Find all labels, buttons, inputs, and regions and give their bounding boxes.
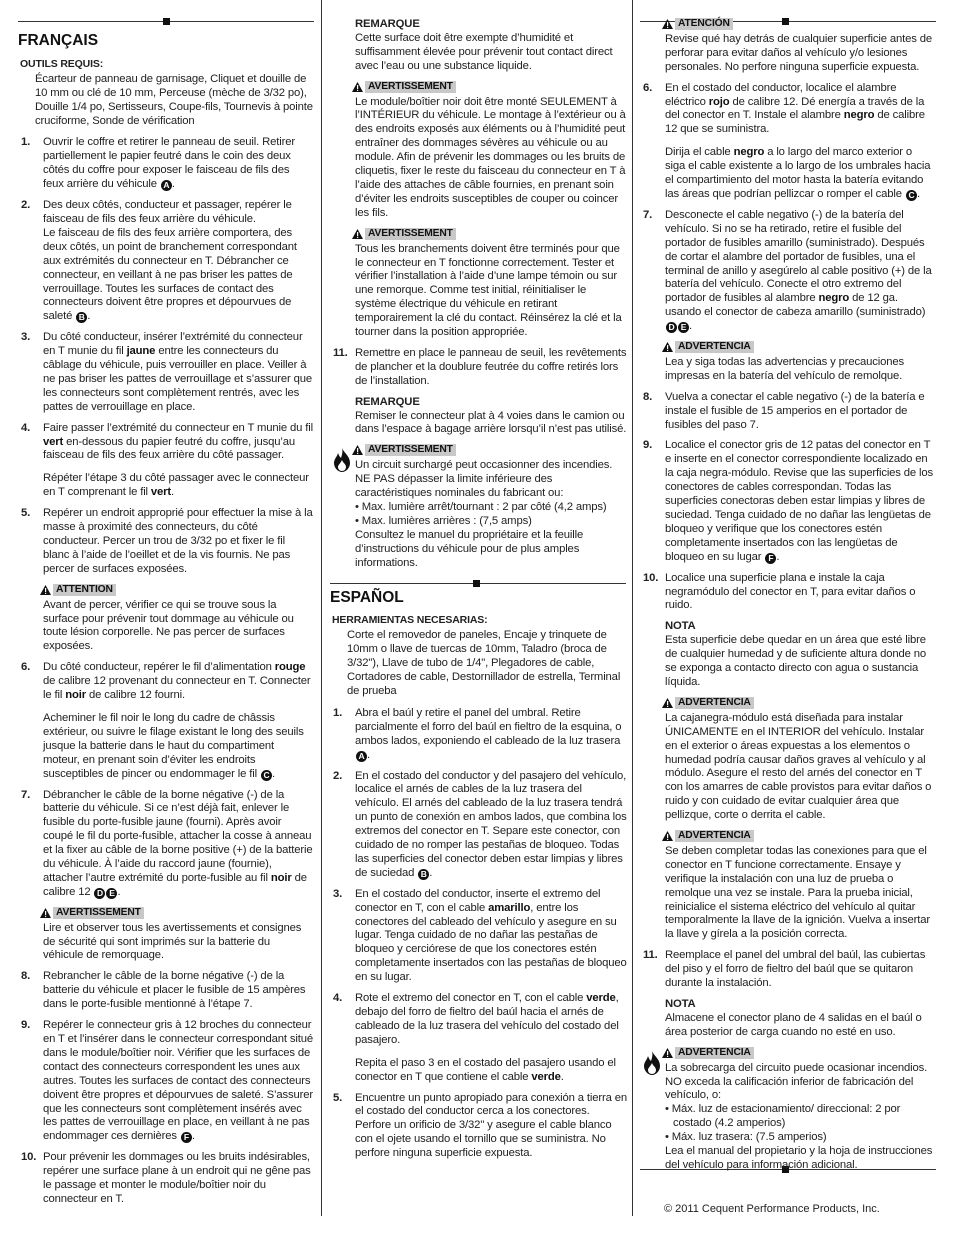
step-7: 7. Débrancher le câble de la borne négative (-) de la batterie du véhicule. Si ce n’est déjà fait, enlever le fusible du porte-fusible jaune (fourni). Après avoir coupé le fil du porte-fusible, attacher la cosse à anneau et la fixer au câble de la borne positive (+) de la batterie du véhicule. À l’aide du raccord jaune (fournie), attacher l’autre extrémité du porte-fusible au fil noir de calibre 12 D E . bbox=[21, 788, 313, 898]
note-text: Esta superficie debe quedar en un área que esté libre de cualquier humedad y de suficiente altura donde no se exponga a contacto directo con agua o sustancia líquida. bbox=[665, 634, 927, 688]
step-text: Des deux côtés, conducteur et passager, repérer le faisceau de fils des feux arrière du véhicule. bbox=[43, 199, 292, 225]
step-text: de calibre 12. Dé energía a través de la del conector en T. Instale el alambre bbox=[665, 95, 925, 122]
attention-label: ATTENTION bbox=[53, 584, 116, 596]
warning-bullet: • Máx. luz de estacionamiento/ direccional: 2 por costado (4.2 amperios) bbox=[665, 1103, 901, 1130]
warning-text: Un circuit surchargé peut occasionner des incendies. NE PAS dépasser la limite inférieure des caractéristiques nominales du fabricant ou: bbox=[355, 459, 613, 500]
step-text: Remettre en place le panneau de seuil, les revêtements de plancher et la doublure feutrée du coffre retirés lors de l’installation. bbox=[355, 346, 627, 387]
figure-a-marker: A bbox=[161, 180, 172, 191]
copyright: © 2011 Cequent Performance Products, Inc. bbox=[664, 1203, 880, 1215]
wire-color: noir bbox=[270, 871, 292, 884]
warning-triangle-icon bbox=[662, 1048, 673, 1058]
step-4: 4. Faire passer l’extrémité du connecteur en T munie du fil vert en-dessous du papier feutré du coffre, jusqu’au faisceau de fils des feux arrière du côté passager. Répéter l’étape 3 du côté passager avec le connecteur en T comprenant le fil vert. bbox=[21, 421, 313, 499]
step-number: 6. bbox=[21, 661, 31, 674]
warning-text: Le module/boîtier noir doit être monté SEULEMENT à l’INTÉRIEUR du véhicule. Le montage à l’extérieur ou à des endroits exposés aux éléments ou à l’humidité peut entraîner des dommages sévères au véhicule ou au module. Afin de prévenir les dommages ou les bruits de cliquetis, fixer le reste du faisceau du connecteur en T à l’aide des attaches de câble fournies, en prenant soin d’éviter les endroits susceptibles de couper ou coincer les fils. bbox=[355, 95, 626, 219]
fire-icon bbox=[332, 448, 352, 472]
remark-box bbox=[330, 396, 628, 438]
warning-bullet: • Max. lumière arrêt/tournant : 2 par côté (4,2 amps) bbox=[355, 501, 607, 513]
step-number: 4. bbox=[21, 421, 31, 434]
step-number: 7. bbox=[643, 208, 653, 221]
step-7: 7. Desconecte el cable negativo (-) de la batería del vehículo. Si no se ha retirado, retire el fusible del portador de fusibles amarillo (suministrado). Después de cortar el alambre del portador de fusibles, una el terminal de anillo y asegúrelo al cable positivo (+) de la batería del vehículo. Conecte el otro extremo del portador de fusibles al alambre negro de 12 ga. usando el conector de cabeza amarillo (suministrado) D E . bbox=[643, 208, 932, 333]
step-1: 1. Abra el baúl y retire el panel del umbral. Retire parcialmente el forro del baúl en fieltro de la esquina, o ambos lados, exponiendo el cableado de la luz trasera A . bbox=[333, 706, 622, 761]
step-text: Vuelva a conectar el cable negativo (-) de la batería e instale el fusible de 15 amperios en el portador de fusibles del paso 7. bbox=[665, 390, 925, 431]
warning-text: Revise qué hay detrás de cualquier superficie antes de perforar para evitar daños al vehículo y/o lesiones personales. No perfore ninguna superficie expuesta. bbox=[665, 32, 932, 73]
warning-triangle-icon bbox=[352, 82, 363, 92]
warning-triangle-icon bbox=[662, 19, 673, 29]
warning-bullet: • Max. lumières arrières : (7,5 amps) bbox=[355, 514, 532, 527]
warning-triangle-icon bbox=[40, 585, 51, 595]
step-text: de calibre 12 bbox=[43, 871, 307, 898]
figure-c-marker: C bbox=[261, 770, 272, 781]
step-10 bbox=[18, 1151, 313, 1207]
step-number: 3. bbox=[21, 331, 31, 344]
step-number: 2. bbox=[21, 199, 31, 212]
note-box bbox=[640, 998, 935, 1040]
figure-b-marker: B bbox=[76, 312, 87, 323]
step-text: Desconecte el cable negativo (-) de la batería del vehículo. Si no se ha retirado, retire el fusible del portador de fusibles amarillo (suministrado). Después de cortar el alambre del portador de fusibles, una el terminal de anillo y asegúrelo al cable positivo (+) de la batería del vehículo. Conecte el otro extremo del portador de fusibles al alambre bbox=[665, 208, 932, 305]
warning-triangle-icon bbox=[352, 229, 363, 239]
step-text: Repita el paso 3 en el costado del pasajero usando el conector en T que contiene el cable bbox=[355, 1056, 616, 1083]
step-2: 2. En el costado del conductor y del pasajero del vehículo, localice el arnés de cables de la luz trasera del vehículo. El arnés del cableado de la luz trasera tendrá un punto de conexión en ambos lados, que combina los extremos del conector en T. Separe este conector, con cuidado de no romper las pestañas de bloqueo. Todas las superficies del conector deben estar limpias y libres de suciedad B . bbox=[333, 769, 627, 879]
step-text: de calibre 12 provenant du connecteur en T. Connecter le fil bbox=[43, 675, 311, 702]
step-text: Débrancher le câble de la borne négative (-) de la batterie du véhicule. Si ce n’est déjà fait, enlever le fusible du porte-fusible jaune (fourni). Après avoir coupé le fil du porte-fusible, attacher la cosse à anneau et la fixer au câble de la borne positive (+) de la batterie du véhicule. À l’aide du raccord jaune (fournie), attacher l’autre extrémité du porte-fusible au fil bbox=[43, 788, 313, 884]
step-text: Acheminer le fil noir le long du cadre de châssis extérieur, ou suivre le filage existant le long des seuils jusque la batterie dans le haut du compartiment moteur, en prenant soin d’éviter les endroits susceptibles de pincer ou endommager le fil bbox=[43, 711, 304, 780]
warning-triangle-icon bbox=[662, 342, 673, 352]
step-9: 9. Repérer le connecteur gris à 12 broches du connecteur en T et l’insérer dans le connecteur correspondant situé dans le module/boîtier noir. Vérifier que les surfaces de contact des connecteurs correspondent les unes aux autres. Toutes les surfaces de contact des connecteurs doivent être propres et dépourvues de saleté. S’assurer que les connecteurs sont complètement insérés avec les pattes de verrouillage en place, en veillant à ne pas endommager ces dernières F . bbox=[21, 1019, 314, 1143]
warning-text: Consultez le manuel du propriétaire et la feuille d’instructions du véhicule pour de plus amples informations. bbox=[355, 528, 584, 569]
step-text: Encuentre un punto apropiado para conexión a tierra en el costado del conductor cerca a los conectores. Perfore un orificio de 3/32" y asegure el cable blanco con el ojete usando el tornillo que se suministra. No perfore ninguna superficie expuesta. bbox=[355, 1091, 628, 1160]
step-number: 7. bbox=[21, 788, 31, 801]
warning-label: ADVERTENCIA bbox=[675, 341, 754, 353]
step-4: 4. Rote el extremo del conector en T, con el cable verde, debajo del forro de fieltro del baúl hacia el arnés de cableado de la luz trasera del vehículo del costado del pasajero. Repita el paso 3 en el costado del pasajero usando el conector en T que contiene el cable verde. bbox=[333, 992, 619, 1083]
step-text: Faire passer l’extrémité du connecteur en T munie du fil bbox=[43, 421, 313, 434]
step-8 bbox=[640, 391, 935, 433]
figure-e-marker: E bbox=[106, 888, 117, 899]
remark-box bbox=[330, 18, 628, 74]
spanish-heading: ESPAÑOL bbox=[330, 588, 404, 606]
remark-text: Remiser le connecteur plat à 4 voies dans le camion ou dans l’espace à bagage arrière lorsqu’il n’est pas utilisé. bbox=[355, 409, 627, 436]
step-3 bbox=[330, 888, 628, 985]
step-number: 1. bbox=[21, 136, 31, 149]
attention-box bbox=[640, 18, 935, 75]
step-number: 8. bbox=[643, 390, 653, 403]
figure-f-marker: F bbox=[765, 553, 776, 564]
step-text: de calibre 12 fourni. bbox=[88, 689, 186, 702]
step-text: En el costado del conductor, inserte el extremo del conector en T, con el cable bbox=[355, 887, 601, 914]
step-text: Abra el baúl y retire el panel del umbral. Retire parcialmente el forro del baúl en fieltro de la esquina, o ambos lados, exponiendo el cableado de la luz trasera bbox=[355, 706, 622, 747]
step-text: Du côté conducteur, insérer l’extrémité du connecteur en T munie du fil bbox=[43, 331, 303, 358]
step-number: 5. bbox=[21, 507, 31, 520]
note-heading: NOTA bbox=[665, 620, 696, 633]
step-number: 3. bbox=[333, 887, 343, 900]
warning-box bbox=[330, 228, 628, 340]
figure-f-marker: F bbox=[181, 1132, 192, 1143]
figure-c-marker: C bbox=[906, 190, 917, 201]
column-2 bbox=[330, 18, 628, 1168]
note-text: Almacene el conector plano de 4 salidas en el baúl o área posterior de carga cuando no esté en uso. bbox=[665, 1011, 922, 1038]
step-6: 6. Du côté conducteur, repérer le fil d’alimentation rouge de calibre 12 provenant du connecteur en T. Connecter le fil noir de calibre 12 fourni. Acheminer le fil noir le long du cadre de châssis extérieur, ou suivre le filage existant le long des seuils jusque la batterie dans le haut du compartiment moteur, en prenant soin d’éviter les endroits susceptibles de pincer ou endommager le fil C . bbox=[21, 661, 311, 780]
wire-color: noir bbox=[65, 689, 86, 702]
tools-list: Corte el removedor de paneles, Encaje y trinquete de 10mm o llave de tuercas de 10mm, Taladro (broca de 3/32"), Llave de tubo de 1/4", Plegadores de cable, Cortadores de cable, Destornillador de estrella, Terminal de prueba bbox=[347, 629, 621, 697]
step-text: en-dessous du papier feutré du coffre, jusqu’au faisceau de fils des feux arrière du côté passager. bbox=[43, 435, 296, 462]
step-number: 10. bbox=[21, 1151, 37, 1164]
column-divider-2 bbox=[632, 0, 633, 1216]
remark-heading: REMARQUE bbox=[355, 395, 420, 408]
step-text: , entre los conectores del cableado del vehículo y asegure en su lugar. Tenga cuidado de no dañar las pestañas de bloqueo y cerciórese de que los conectores estén completamente insertados con las pestañas de bloqueo en su lugar. bbox=[355, 901, 627, 984]
warning-text: Avant de percer, vérifier ce qui se trouve sous la surface pour prévenir tout dommage au véhicule ou toute lésion corporelle. Ne pas percer de surfaces exposées. bbox=[43, 598, 294, 653]
step-text: Le faisceau de fils des feux arrière comportera, des deux côtés, un point de branchement correspondant aux extrémités du connecteur en T. Débrancher ce connecteur, en veillant à ne pas briser les pattes de verrouillage. Toutes les surfaces de contact des connecteurs doivent être propres et dépourvues de saleté bbox=[43, 226, 297, 323]
wire-color: negro bbox=[818, 292, 850, 305]
warning-box bbox=[640, 341, 935, 384]
step-number: 6. bbox=[643, 81, 653, 94]
warning-label: AVERTISSEMENT bbox=[365, 81, 456, 93]
attention-box bbox=[18, 584, 313, 655]
step-5 bbox=[18, 507, 313, 577]
step-9: 9. Localice el conector gris de 12 patas del conector en T e inserte en el conector correspondiente localizado en la caja negra-módulo. Revise que las superficies de los conectores de cables correspondan. Todas las superficies conectoras deben estar limpias y libres de suciedad. Tenga cuidado de no dañar las lengüetas de bloqueo y verifique que los conectores estén completamente insertados con las lengüetas de bloqueo en su lugar F . bbox=[643, 439, 934, 563]
step-text: Pour prévenir les dommages ou les bruits indésirables, repérer une surface plane à un endroit qui ne gêne pas le passage et monter le module/boîtier noir du connecteur en T. bbox=[43, 1151, 311, 1205]
warning-text: Lea y siga todas las advertencias y precauciones impresas en la batería del vehículo de remolque. bbox=[665, 355, 904, 382]
warning-text: Tous les branchements doivent être terminés pour que le connecteur en T fonctionne correctement. Tester et vérifier l’installation à l’aide d’une lampe témoin ou sur une remorque. Comme test initial, réinitialiser le système électrique du véhicule en retirant temporairement la clé du contact. Réinsérez la clé et la tourner dans la position appropriée. bbox=[355, 242, 622, 339]
warning-label: AVERTISSEMENT bbox=[365, 444, 456, 456]
step-11 bbox=[640, 949, 935, 991]
tools-heading: OUTILS REQUIS: bbox=[20, 57, 104, 70]
warning-text: La sobrecarga del circuito puede ocasionar incendios. NO exceda la calificación inferior de fabricación del vehículo, o: bbox=[665, 1061, 928, 1102]
warning-box bbox=[330, 81, 628, 221]
tools-list: Écarteur de panneau de garnisage, Cliquet et douille de 10 mm ou clé de 10 mm, Perceuse (mèche de 3/32 po), Douille 1/4 po, Sertisseurs, Coupe-fils, Tournevis à pointe cruciforme, Sonde de vérification bbox=[35, 72, 313, 127]
step-11 bbox=[330, 347, 628, 389]
step-number: 5. bbox=[333, 1091, 343, 1104]
step-number: 10. bbox=[643, 571, 659, 584]
step-text: Répéter l’étape 3 du côté passager avec le connecteur en T comprenant le fil bbox=[43, 472, 309, 499]
step-number: 8. bbox=[21, 970, 31, 983]
figure-d-marker: D bbox=[666, 322, 677, 333]
wire-color: rojo bbox=[708, 95, 730, 108]
step-text: Localice una superficie plana e instale la caja negramódulo del conector en T, para evitar daños o ruido. bbox=[665, 571, 916, 612]
warning-triangle-icon bbox=[352, 445, 363, 455]
step-text: , debajo del forro de fieltro del baúl hacia el arnés de cableado de la luz trasera del vehículo del costado del pasajero. bbox=[355, 992, 619, 1046]
wire-color: vert bbox=[150, 486, 172, 499]
warning-triangle-icon bbox=[662, 831, 673, 841]
step-text: Ouvrir le coffre et retirer le panneau de seuil. Retirer partiellement le papier feutré dans le coin des deux côtés du coffre pour exposer le faisceau de fils des feux arrière du véhicule bbox=[43, 136, 295, 191]
step-text: Rebrancher le câble de la borne négative (-) de la batterie du véhicule et placer le fusible de 15 ampères dans le porte-fusible mentionné à l’étape 7. bbox=[43, 970, 306, 1011]
wire-color: negro bbox=[733, 146, 765, 159]
step-number: 11. bbox=[643, 949, 658, 962]
warning-label: AVERTISSEMENT bbox=[365, 228, 456, 240]
step-number: 1. bbox=[333, 706, 343, 719]
wire-color: verde bbox=[531, 1070, 561, 1083]
wire-color: verde bbox=[586, 992, 616, 1005]
step-5 bbox=[330, 1092, 628, 1162]
step-number: 2. bbox=[333, 769, 343, 782]
warning-label: ADVERTENCIA bbox=[675, 830, 754, 842]
warning-triangle-icon bbox=[40, 908, 51, 918]
step-text: Rote el extremo del conector en T, con el cable bbox=[355, 992, 584, 1005]
warning-triangle-icon bbox=[662, 698, 673, 708]
french-column-1 bbox=[18, 18, 313, 1214]
step-text: Localice el conector gris de 12 patas del conector en T e inserte en el conector correspondiente localizado en la caja negra-módulo. Revise que las superficies de los conectores de cables correspondan. Todas las superficies conectoras deben estar limpias y libres de suciedad. Tenga cuidado de no dañar las lengüetas de bloqueo y verifique que los conectores estén completamente insertados con las lengüetas de bloqueo en su lugar bbox=[665, 439, 934, 563]
step-number: 11. bbox=[333, 346, 348, 359]
step-1: 1. Ouvrir le coffre et retirer le panneau de seuil. Retirer partiellement le papier feutré dans le coin des deux côtés du coffre pour exposer le faisceau de fils des feux arrière du véhicule A . bbox=[21, 136, 295, 191]
step-text: Repérer le connecteur gris à 12 broches du connecteur en T et l’insérer dans le connecteur correspondant situé dans le module/boîtier noir. Vérifier que les surfaces de contact des connecteurs correspondent les unes aux autres. Toutes les surfaces de contact des connecteurs doivent être propres et dépourvues de saleté. S’assurer que les connecteurs sont complètement insérés avec les pattes de verrouillage en place, en veillant à ne pas endommager ces dernières bbox=[43, 1019, 314, 1143]
step-3 bbox=[18, 331, 313, 414]
warning-box bbox=[640, 697, 935, 823]
step-text: Repérer un endroit approprié pour effectuer la mise à la masse à proximité des connecteurs, du côté conducteur. Percer un trou de 3/32 po et fixer le fil blanc à l’aide de l’oeillet et de la vis fournis. Ne pas percer de surfaces exposées. bbox=[43, 507, 313, 575]
warning-text: La cajanegra-módulo está diseñada para instalar ÚNICAMENTE en el INTERIOR del vehículo. Instalar en el exterior o áreas expuestas a los elementos o humedad podría causar daños graves al vehículo y al módulo. Asegure el resto del arnés del conector en T con los amarres de cable provistos para evitar daños o ruido y con cuidado de evitar cualquier área que pellizque, corte o derrita el cable. bbox=[665, 711, 932, 822]
note-heading: NOTA bbox=[665, 998, 696, 1010]
step-text: Reemplace el panel del umbral del baúl, las cubiertas del piso y el forro de fieltro del baúl que se quitaron durante la instalación. bbox=[665, 949, 926, 990]
wire-color: amarillo bbox=[488, 901, 531, 914]
step-text: En el costado del conductor y del pasajero del vehículo, localice el arnés de cables de la luz trasera del vehículo. El arnés del cableado de la luz trasera tendrá un punto de conexión en ambos lados, que combina los extremos del conector en T. Separe este conector, con cuidado de no romper las pestañas de bloqueo. Todas las superficies del conector deben estar limpias y libres de suciedad bbox=[355, 769, 627, 879]
spanish-column-2 bbox=[640, 18, 935, 1180]
remark-text: Cette surface doit être exempte d’humidité et suffisamment élevée pour prévenir tout contact direct avec l’eau ou une substance liquide. bbox=[355, 31, 613, 72]
tools-heading: HERRAMIENTAS NECESARIAS: bbox=[332, 614, 488, 627]
step-6: 6. En el costado del conductor, localice el alambre eléctrico rojo de calibre 12. Dé energía a través de la del conector en T. Instale el alambre negro de calibre 12 que se suministra. Dirija el cable negro a lo largo del marco exterior o siga el cable existente a lo largo de los umbrales hacia el compartimiento del motor hasta la batería evitando las áreas que podrían pellizcar o romper el cable C . bbox=[643, 81, 931, 200]
step-text: de 12 ga. usando el conector de cabeza amarillo (suministrado) bbox=[665, 292, 926, 319]
step-text: de calibre 12 que se suministra. bbox=[665, 109, 925, 136]
warning-label: ADVERTENCIA bbox=[675, 1047, 754, 1059]
warning-text: Lire et observer tous les avertissements et consignes de sécurité qui sont imprimés sur la batterie du véhicule de remorquage. bbox=[43, 921, 302, 962]
step-number: 4. bbox=[333, 992, 343, 1005]
fire-icon bbox=[642, 1051, 662, 1075]
step-8 bbox=[18, 970, 313, 1012]
wire-color: jaune bbox=[126, 345, 156, 358]
step-text: Dirija el cable bbox=[665, 146, 731, 159]
note-box bbox=[640, 620, 935, 690]
attention-label: ATENCIÓN bbox=[675, 18, 733, 30]
step-text: En el costado del conductor, localice el alambre eléctrico bbox=[665, 81, 897, 108]
figure-b-marker: B bbox=[418, 869, 429, 880]
step-text: Du côté conducteur, repérer le fil d’alimentation bbox=[43, 661, 272, 674]
french-heading: FRANÇAIS bbox=[18, 32, 99, 49]
fire-warning-box bbox=[330, 444, 628, 570]
warning-label: ADVERTENCIA bbox=[675, 697, 754, 709]
warning-box bbox=[18, 907, 313, 964]
wire-color: vert bbox=[43, 435, 64, 448]
step-10 bbox=[640, 572, 935, 614]
step-text: entre les connecteurs du câblage du véhicule, puis verrouiller en place. Veiller à ne pas briser les pattes de verrouillage et s’assurer que les connecteurs sont complètement rentrés, avec les pattes de verrouillage en place. bbox=[43, 345, 313, 413]
wire-color: rouge bbox=[274, 661, 306, 674]
figure-a-marker: A bbox=[356, 751, 367, 762]
warning-box bbox=[640, 830, 935, 942]
step-text: a lo largo del marco exterior o siga el cable existente a lo largo de los umbrales hacia el compartimiento del motor hasta la batería evitando las áreas que podrían pellizcar o romper el cable bbox=[665, 146, 931, 200]
fire-warning-box bbox=[640, 1047, 935, 1173]
warning-label: AVERTISSEMENT bbox=[53, 907, 144, 919]
warning-text: Se deben completar todas las conexiones para que el conector en T funcione correctamente. Ensaye y verifique la instalación con una luz de prueba o remolque una vez se instale. Para la prueba inicial, reinicialice el sistema eléctrico del vehículo al quitar temporalmente la llave de la ignición. Vuelva a insertar la llave y gírela a la posición correcta. bbox=[665, 844, 930, 941]
remark-heading: REMARQUE bbox=[355, 18, 420, 30]
column-divider-1 bbox=[321, 0, 322, 1216]
warning-text: Lea el manual del propietario y la hoja de instrucciones del vehículo para información adicional. bbox=[665, 1145, 933, 1171]
figure-e-marker: E bbox=[678, 322, 689, 333]
wire-color: negro bbox=[843, 109, 875, 122]
step-number: 9. bbox=[21, 1019, 31, 1032]
warning-bullet: • Máx. luz trasera: (7.5 amperios) bbox=[665, 1131, 827, 1144]
figure-d-marker: D bbox=[94, 888, 105, 899]
step-2: 2. Des deux côtés, conducteur et passager, repérer le faisceau de fils des feux arrière du véhicule. Le faisceau de fils des feux arrière comportera, des deux côtés, un point de branchement correspondant aux extrémités du connecteur en T. Débrancher ce connecteur, en veillant à ne pas briser les pattes de verrouillage. Toutes les surfaces de contact des connecteurs doivent être propres et dépourvues de saleté B . bbox=[18, 199, 313, 324]
step-number: 9. bbox=[643, 439, 653, 452]
